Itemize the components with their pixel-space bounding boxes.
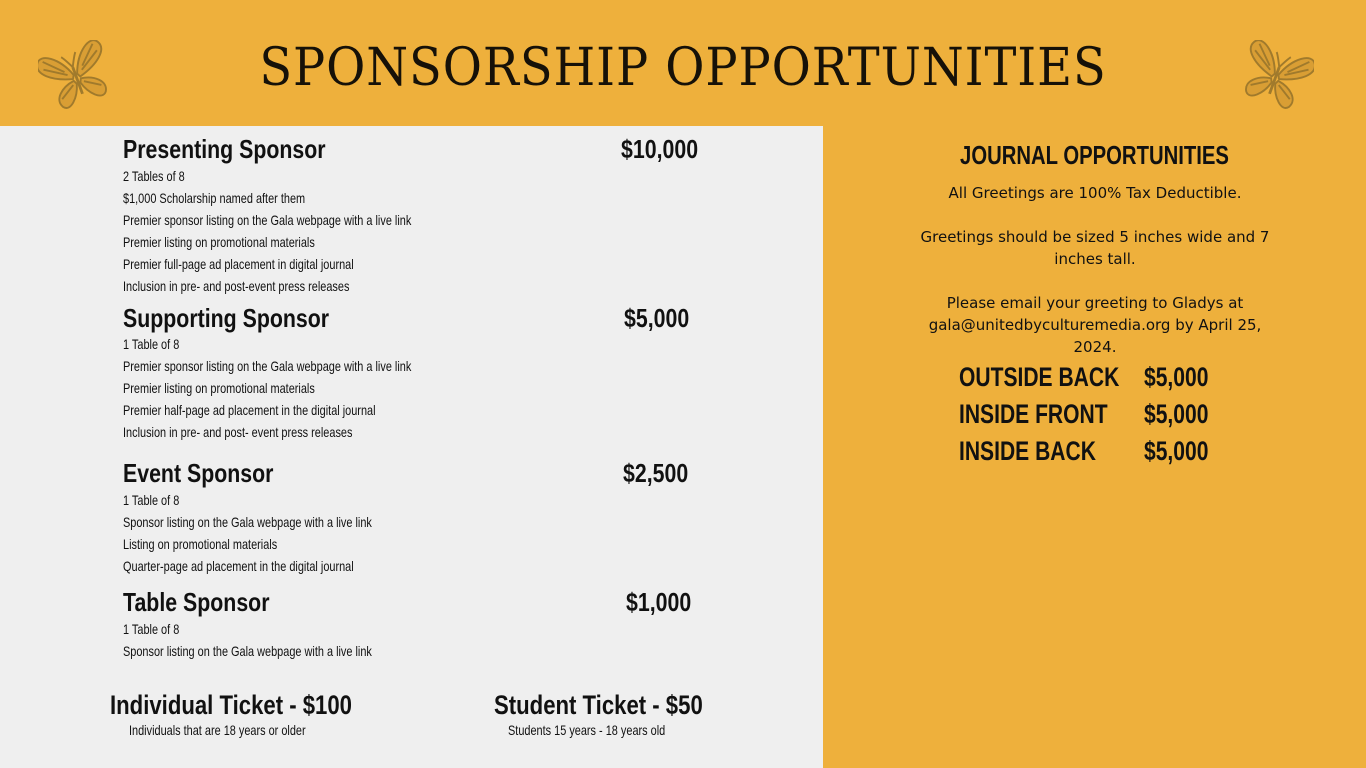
benefit-item: 1 Table of 8: [123, 492, 180, 508]
benefit-list: [123, 489, 442, 577]
ad-price: $5,000: [1144, 362, 1209, 392]
ad-price: $5,000: [1144, 399, 1209, 429]
tier-price: $2,500: [623, 458, 689, 488]
benefit-item: Premier full-page ad placement in digital journal: [123, 256, 354, 272]
tier-price: $10,000: [621, 134, 699, 164]
ad-row-inside-back: [959, 436, 1279, 472]
tier-name: Table Sponsor: [123, 587, 270, 617]
individual-ticket-label: Individual Ticket - $100: [110, 690, 353, 720]
benefit-list: [123, 618, 442, 662]
benefit-item: Listing on promotional materials: [123, 536, 278, 552]
ad-row-inside-front: [959, 399, 1279, 435]
ad-name: OUTSIDE BACK: [959, 362, 1120, 392]
butterfly-icon: [1238, 40, 1314, 112]
benefit-item: Premier listing on promotional materials: [123, 234, 315, 250]
tax-note: All Greetings are 100% Tax Deductible.: [948, 184, 1242, 202]
benefit-item: 2 Tables of 8: [123, 168, 185, 184]
individual-ticket-note: Individuals that are 18 years or older: [129, 722, 306, 738]
benefit-item: Sponsor listing on the Gala webpage with a live link: [123, 514, 372, 530]
journal-heading: JOURNAL OPPORTUNITIES: [960, 140, 1229, 170]
tier-name: Supporting Sponsor: [123, 303, 330, 333]
ad-price: $5,000: [1144, 436, 1209, 466]
benefit-item: Premier listing on promotional materials: [123, 380, 315, 396]
student-ticket-note: Students 15 years - 18 years old: [508, 722, 666, 738]
ad-name: INSIDE FRONT: [959, 399, 1108, 429]
benefit-item: 1 Table of 8: [123, 621, 180, 637]
ad-name: INSIDE BACK: [959, 436, 1096, 466]
email-note: Please email your greeting to Gladys at gala@unitedbyculturemedia.org by April 25, 2024.: [928, 294, 1262, 356]
benefit-item: 1 Table of 8: [123, 336, 180, 352]
benefit-item: Quarter-page ad placement in the digital journal: [123, 558, 354, 574]
benefit-list: [123, 165, 493, 297]
sponsor-tiers-panel: [0, 126, 823, 768]
tier-price: $5,000: [624, 303, 690, 333]
size-note: Greetings should be sized 5 inches wide and 7 inches tall.: [920, 228, 1270, 268]
benefit-item: Inclusion in pre- and post- event press releases: [123, 424, 353, 440]
benefit-list: [123, 333, 493, 443]
benefit-item: $1,000 Scholarship named after them: [123, 190, 306, 206]
student-ticket-label: Student Ticket - $50: [494, 690, 703, 720]
benefit-item: Inclusion in pre- and post-event press releases: [123, 278, 350, 294]
benefit-item: Premier half-page ad placement in the digital journal: [123, 402, 376, 418]
benefit-item: Sponsor listing on the Gala webpage with a live link: [123, 643, 372, 659]
benefit-item: Premier sponsor listing on the Gala webpage with a live link: [123, 358, 412, 374]
ad-row-outside-back: [959, 362, 1279, 398]
journal-opportunities-panel: [823, 126, 1366, 768]
tier-name: Presenting Sponsor: [123, 134, 326, 164]
tier-price: $1,000: [626, 587, 692, 617]
tier-name: Event Sponsor: [123, 458, 274, 488]
header-banner: [0, 0, 1366, 126]
page-title: SPONSORSHIP OPPORTUNITIES: [259, 38, 1107, 98]
benefit-item: Premier sponsor listing on the Gala webpage with a live link: [123, 212, 412, 228]
